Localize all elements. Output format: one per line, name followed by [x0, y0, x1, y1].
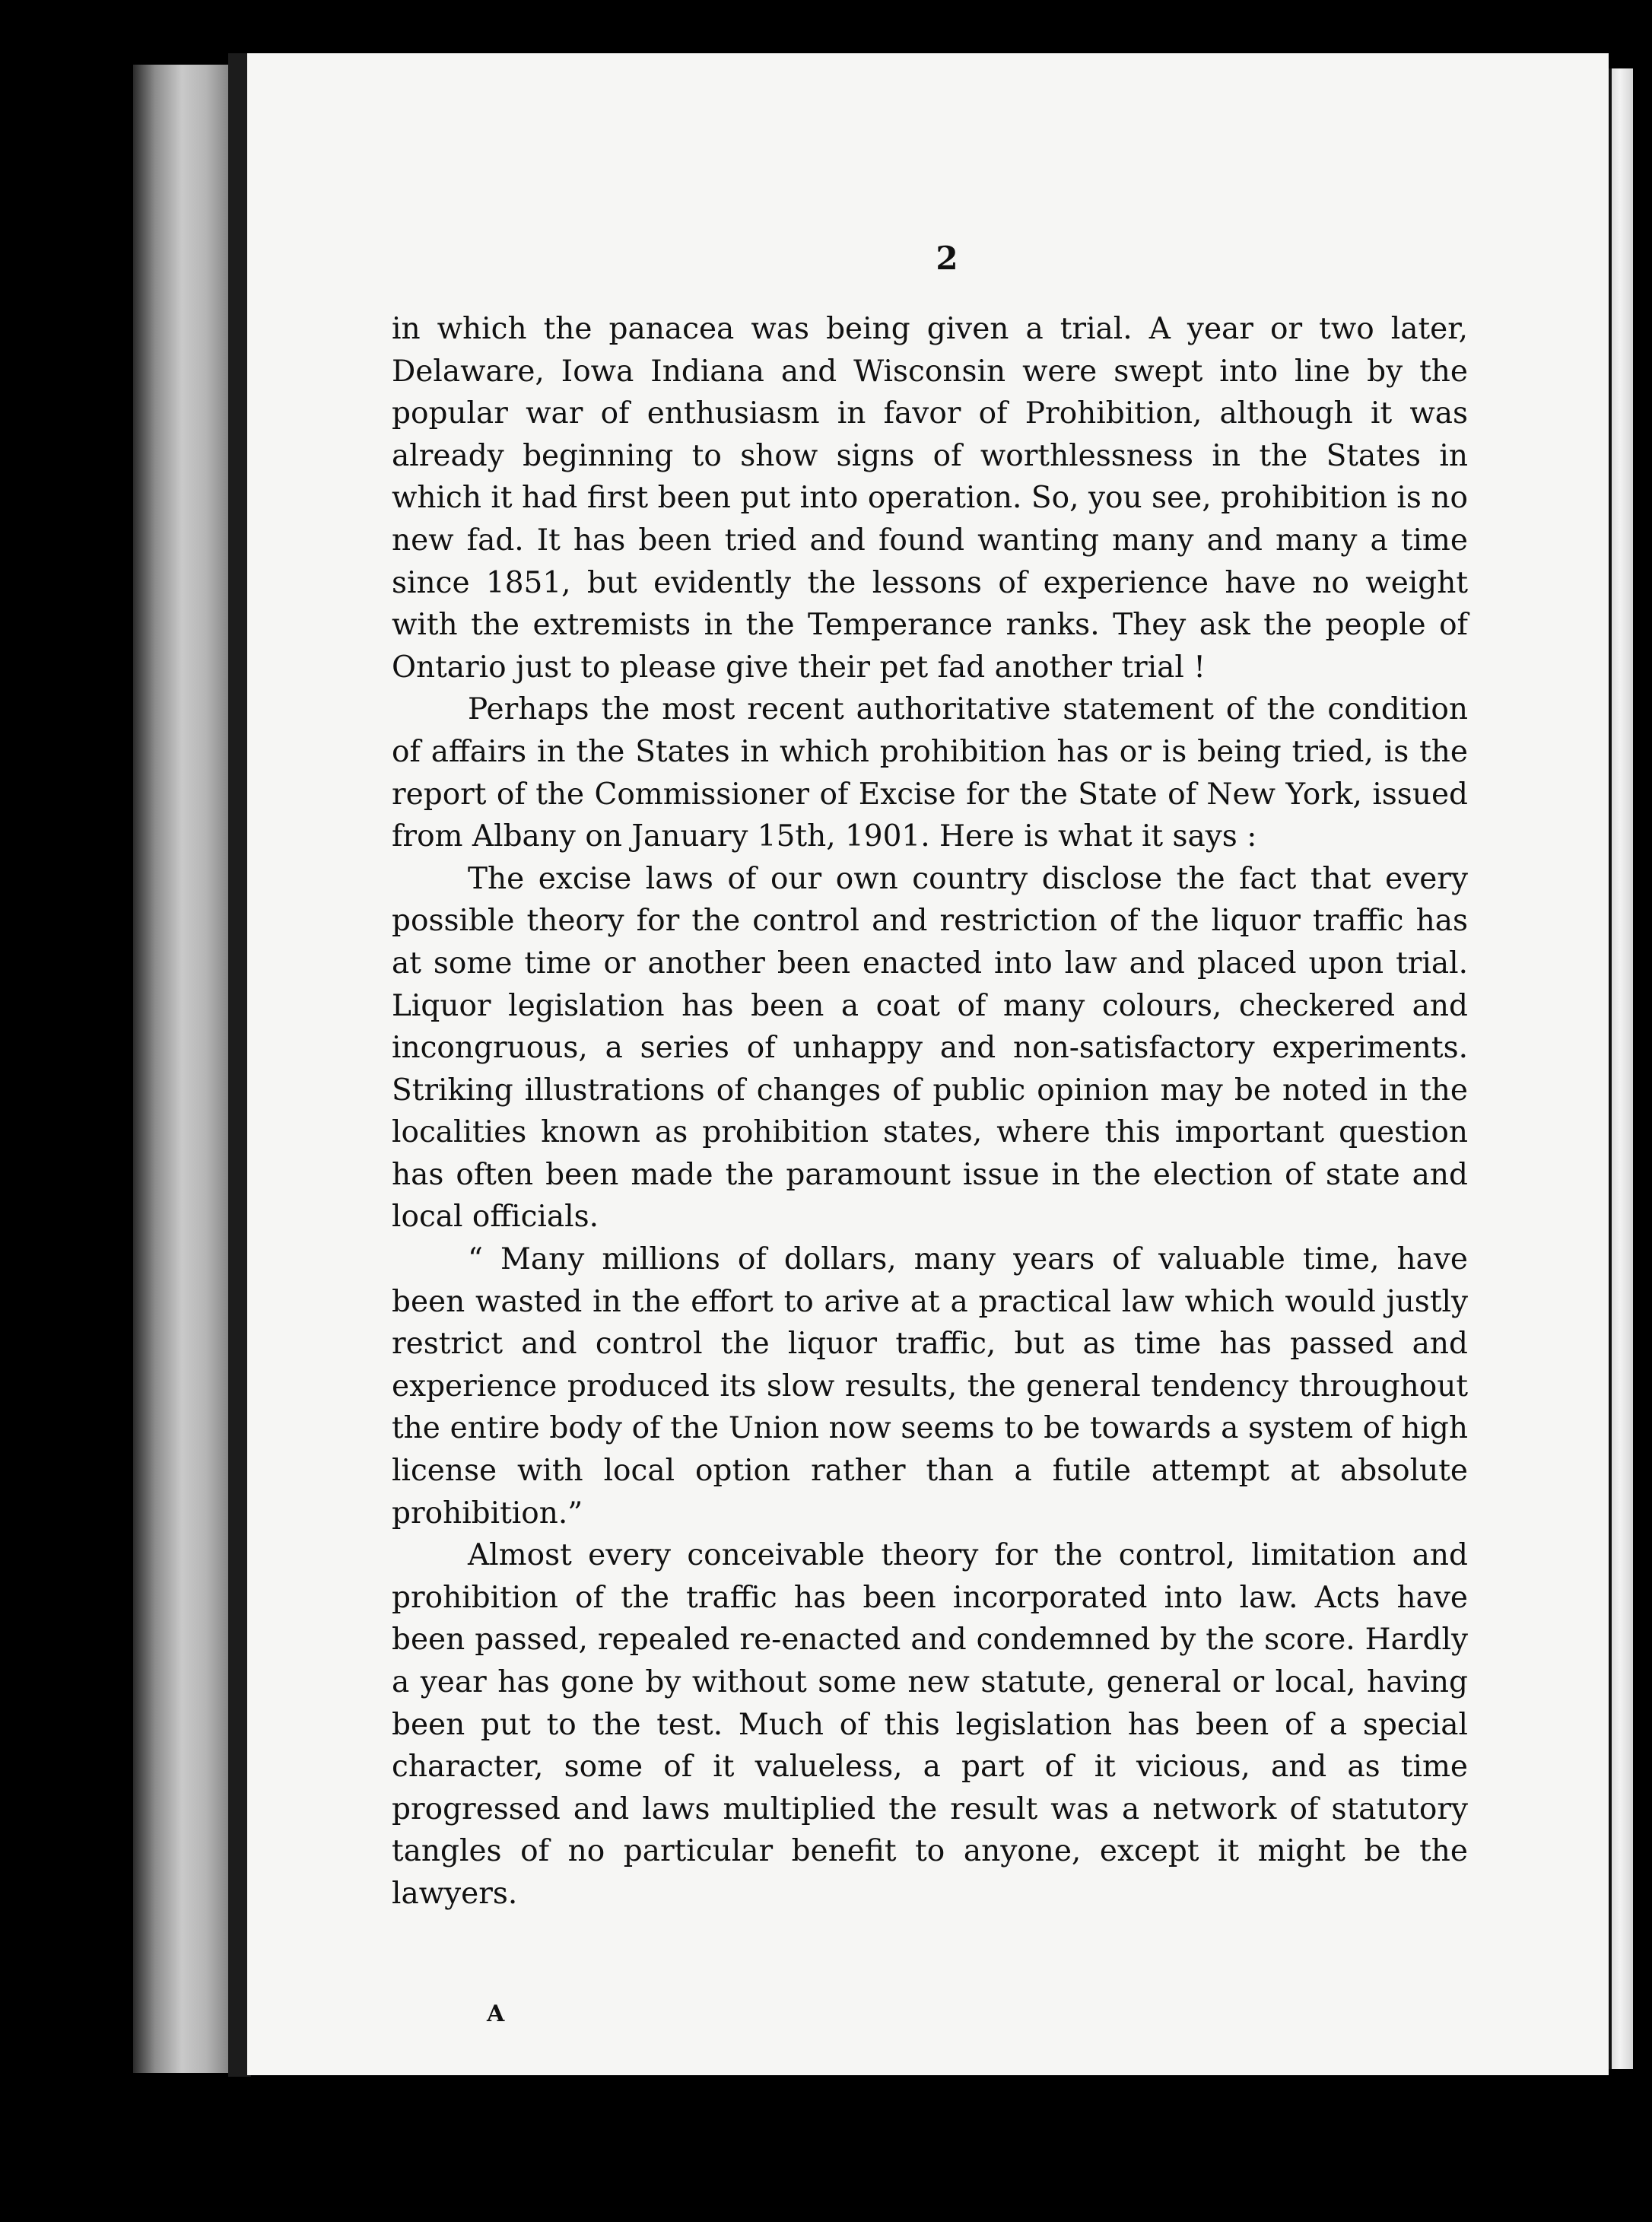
- paragraph-4-quote: “ Many millions of dollars, many years of valuable time, have been wasted in the effort to arive at a practical law which would justly restrict and control the liquor traffic, but as time has passed and experience produced its slow results, the general tendency throughout the entire body of the Union now seems to be towards a system of high license with local option rather than a futile attempt at absolute prohibition.”: [392, 1242, 1468, 1531]
- paragraph-3-quote: The excise laws of our own country disclose the fact that every possible theory for the control and restriction of the liquor traffic has at some time or another been enacted into law and placed upon trial. Liquor legislation has been a coat of many colours, checkered and incongruous, a series of unhappy and non-satisfactory experiments. Striking illustrations of changes of public opinion may be noted in the localities known as prohibition states, where this important question has often been made the paramount issue in the election of state and local officials.: [392, 861, 1468, 1235]
- paragraph-1: in which the panacea was being given a trial. A year or two later, Delaware, Iowa Indiana and Wisconsin were swept into line by the popular war of enthusiasm in favor of Prohibition, although it was already beginning to show signs of worthlessness in the States in which it had first been put into operation. So, you see, prohibition is no new fad. It has been tried and found wanting many and many a time since 1851, but evidently the lessons of experience have no weight with the extremists in the Temperance ranks. They ask the people of Ontario just to please give their pet fad another trial !: [392, 312, 1468, 685]
- signature-mark: A: [487, 2001, 505, 2027]
- paragraph-2: Perhaps the most recent authoritative statement of the condition of affairs in the States in which prohibition has or is being tried, is the report of the Commissioner of Excise for the State of New York, issued from Albany on January 15th, 1901. Here is what it says :: [392, 692, 1468, 854]
- page-number: 2: [936, 240, 958, 277]
- page-right-edge: [1609, 68, 1633, 2069]
- page-body: [392, 308, 1468, 1915]
- paragraph-5: Almost every conceivable theory for the control, limitation and prohibition of the traffic has been incorporated into law. Acts have been passed, repealed re-enacted and condemned by the score. Hardly a year has gone by without some new statute, general or local, having been put to the test. Much of this legislation has been of a special character, some of it valueless, a part of it vicious, and as time progressed and laws multiplied the result was a network of statutory tangles of no particular benefit to anyone, except it might be the lawyers.: [392, 1538, 1468, 1911]
